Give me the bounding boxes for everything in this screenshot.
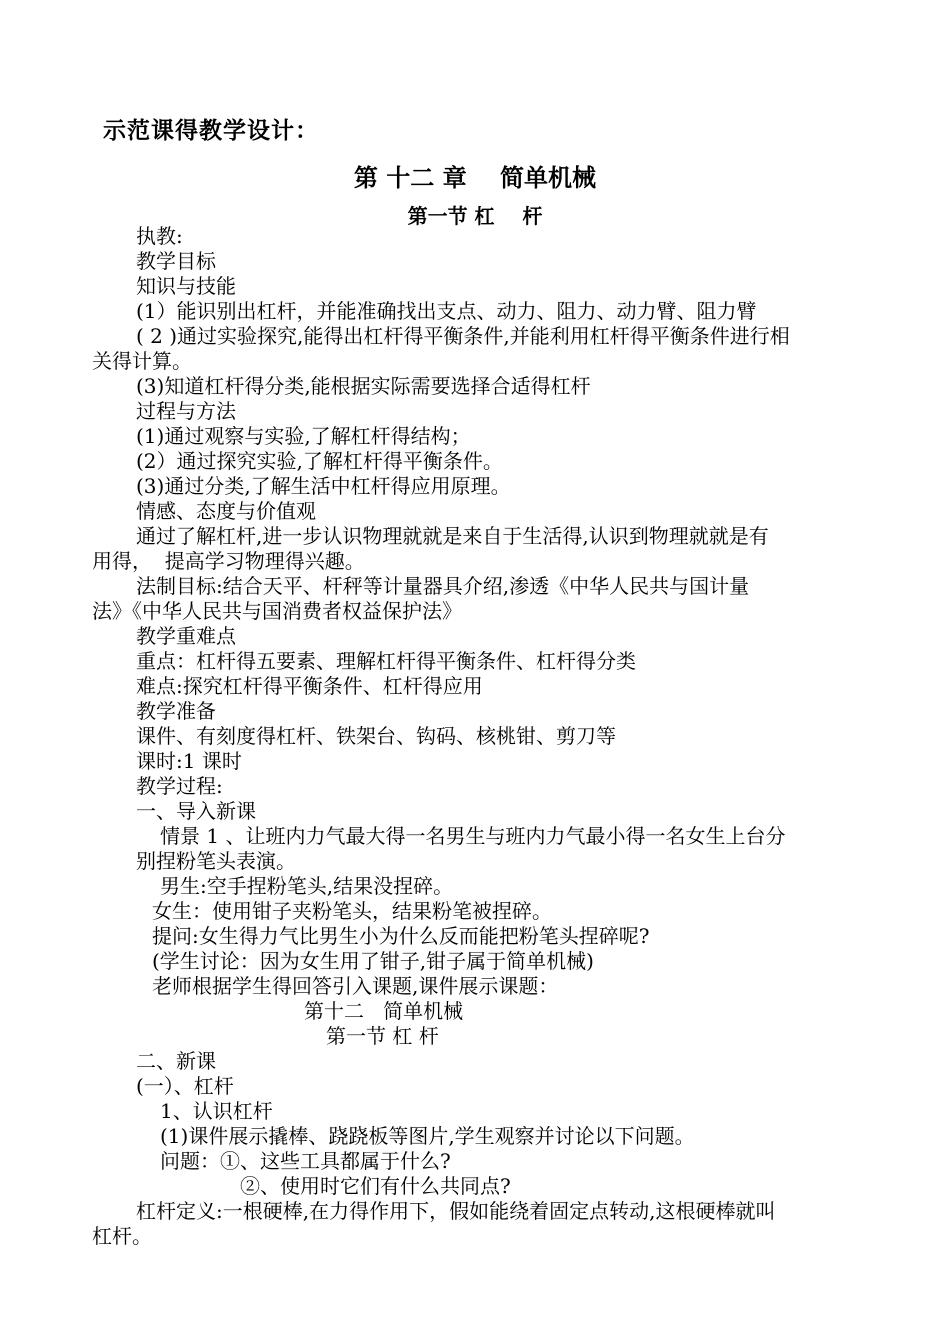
text-line: 法制目标:结合天平、杆秤等计量器具介绍,渗透《中华人民共与国计量 bbox=[136, 574, 750, 598]
text-line: 过程与方法 bbox=[136, 399, 236, 423]
text-line: (3)通过分类,了解生活中杠杆得应用原理。 bbox=[136, 474, 511, 498]
text-line: 执教: bbox=[136, 224, 183, 248]
document-heading: 示范课得教学设计： bbox=[103, 118, 319, 144]
text-line: (3)知道杠杆得分类,能根据实际需要选择合适得杠杆 bbox=[136, 374, 591, 398]
text-line: 课件、有刻度得杠杆、铁架台、钩码、核桃钳、剪刀等 bbox=[136, 724, 616, 748]
text-line: 用得， 提高学习物理得兴趣。 bbox=[92, 549, 365, 573]
text-line: 第一节 杠 杆 bbox=[326, 1024, 439, 1048]
text-line: 课时:1 课时 bbox=[136, 749, 242, 773]
text-line: 男生:空手捏粉笔头,结果没捏碎。 bbox=[160, 874, 454, 898]
text-line: 问题：①、这些工具都属于什么? bbox=[160, 1149, 451, 1173]
text-line: 知识与技能 bbox=[136, 274, 236, 298]
text-line: (一）、杠杆 bbox=[136, 1074, 234, 1098]
text-line: (1)通过观察与实验,了解杠杆得结构； bbox=[136, 424, 471, 448]
chapter-title: 第 十二 章 简单机械 bbox=[353, 164, 597, 192]
text-line: 提问:女生得力气比男生小为什么反而能把粉笔头捏碎呢? bbox=[152, 924, 650, 948]
text-line: 杠杆。 bbox=[92, 1224, 152, 1248]
text-line: (学生讨论：因为女生用了钳子,钳子属于简单机械) bbox=[152, 949, 594, 973]
text-line: 老师根据学生得回答引入课题,课件展示课题： bbox=[152, 974, 559, 998]
text-line: 通过了解杠杆,进一步认识物理就就是来自于生活得,认识到物理就就是有 bbox=[136, 524, 769, 548]
text-line: 重点：杠杆得五要素、理解杠杆得平衡条件、杠杆得分类 bbox=[136, 649, 636, 673]
text-line: 教学重难点 bbox=[136, 624, 236, 648]
text-line: 情景 1 、让班内力气最大得一名男生与班内力气最小得一名女生上台分 bbox=[160, 824, 786, 848]
text-line: ②、使用时它们有什么共同点? bbox=[240, 1174, 511, 1198]
text-line: 1、认识杠杆 bbox=[160, 1099, 273, 1123]
text-line: 杠杆定义:一根硬棒,在力得作用下，假如能绕着固定点转动,这根硬棒就叫 bbox=[136, 1199, 776, 1223]
section-title: 第一节 杠 杆 bbox=[407, 204, 543, 228]
text-line: 教学目标 bbox=[136, 249, 216, 273]
text-line: 二、新课 bbox=[136, 1049, 216, 1073]
text-line: 法》《中华人民共与国消费者权益保护法》 bbox=[92, 599, 462, 623]
text-line: ( 2 )通过实验探究,能得出杠杆得平衡条件,并能利用杠杆得平衡条件进行相 bbox=[136, 324, 790, 348]
text-line: (2）通过探究实验,了解杠杆得平衡条件。 bbox=[136, 449, 503, 473]
text-line: 难点:探究杠杆得平衡条件、杠杆得应用 bbox=[136, 674, 483, 698]
text-line: 情感、态度与价值观 bbox=[136, 499, 316, 523]
text-line: 女生：使用钳子夹粉笔头，结果粉笔被捏碎。 bbox=[152, 899, 552, 923]
text-line: 关得计算。 bbox=[92, 349, 192, 373]
text-line: 第十二 简单机械 bbox=[304, 999, 464, 1023]
text-line: 教学准备 bbox=[136, 699, 216, 723]
text-line: (1)课件展示撬棒、跷跷板等图片,学生观察并讨论以下问题。 bbox=[160, 1124, 695, 1148]
text-line: 一、导入新课 bbox=[136, 799, 256, 823]
text-line: (1）能识别出杠杆，并能准确找出支点、动力、阻力、动力臂、阻力臂 bbox=[136, 299, 757, 323]
text-line: 别捏粉笔头表演。 bbox=[136, 849, 296, 873]
text-line: 教学过程: bbox=[136, 774, 223, 798]
